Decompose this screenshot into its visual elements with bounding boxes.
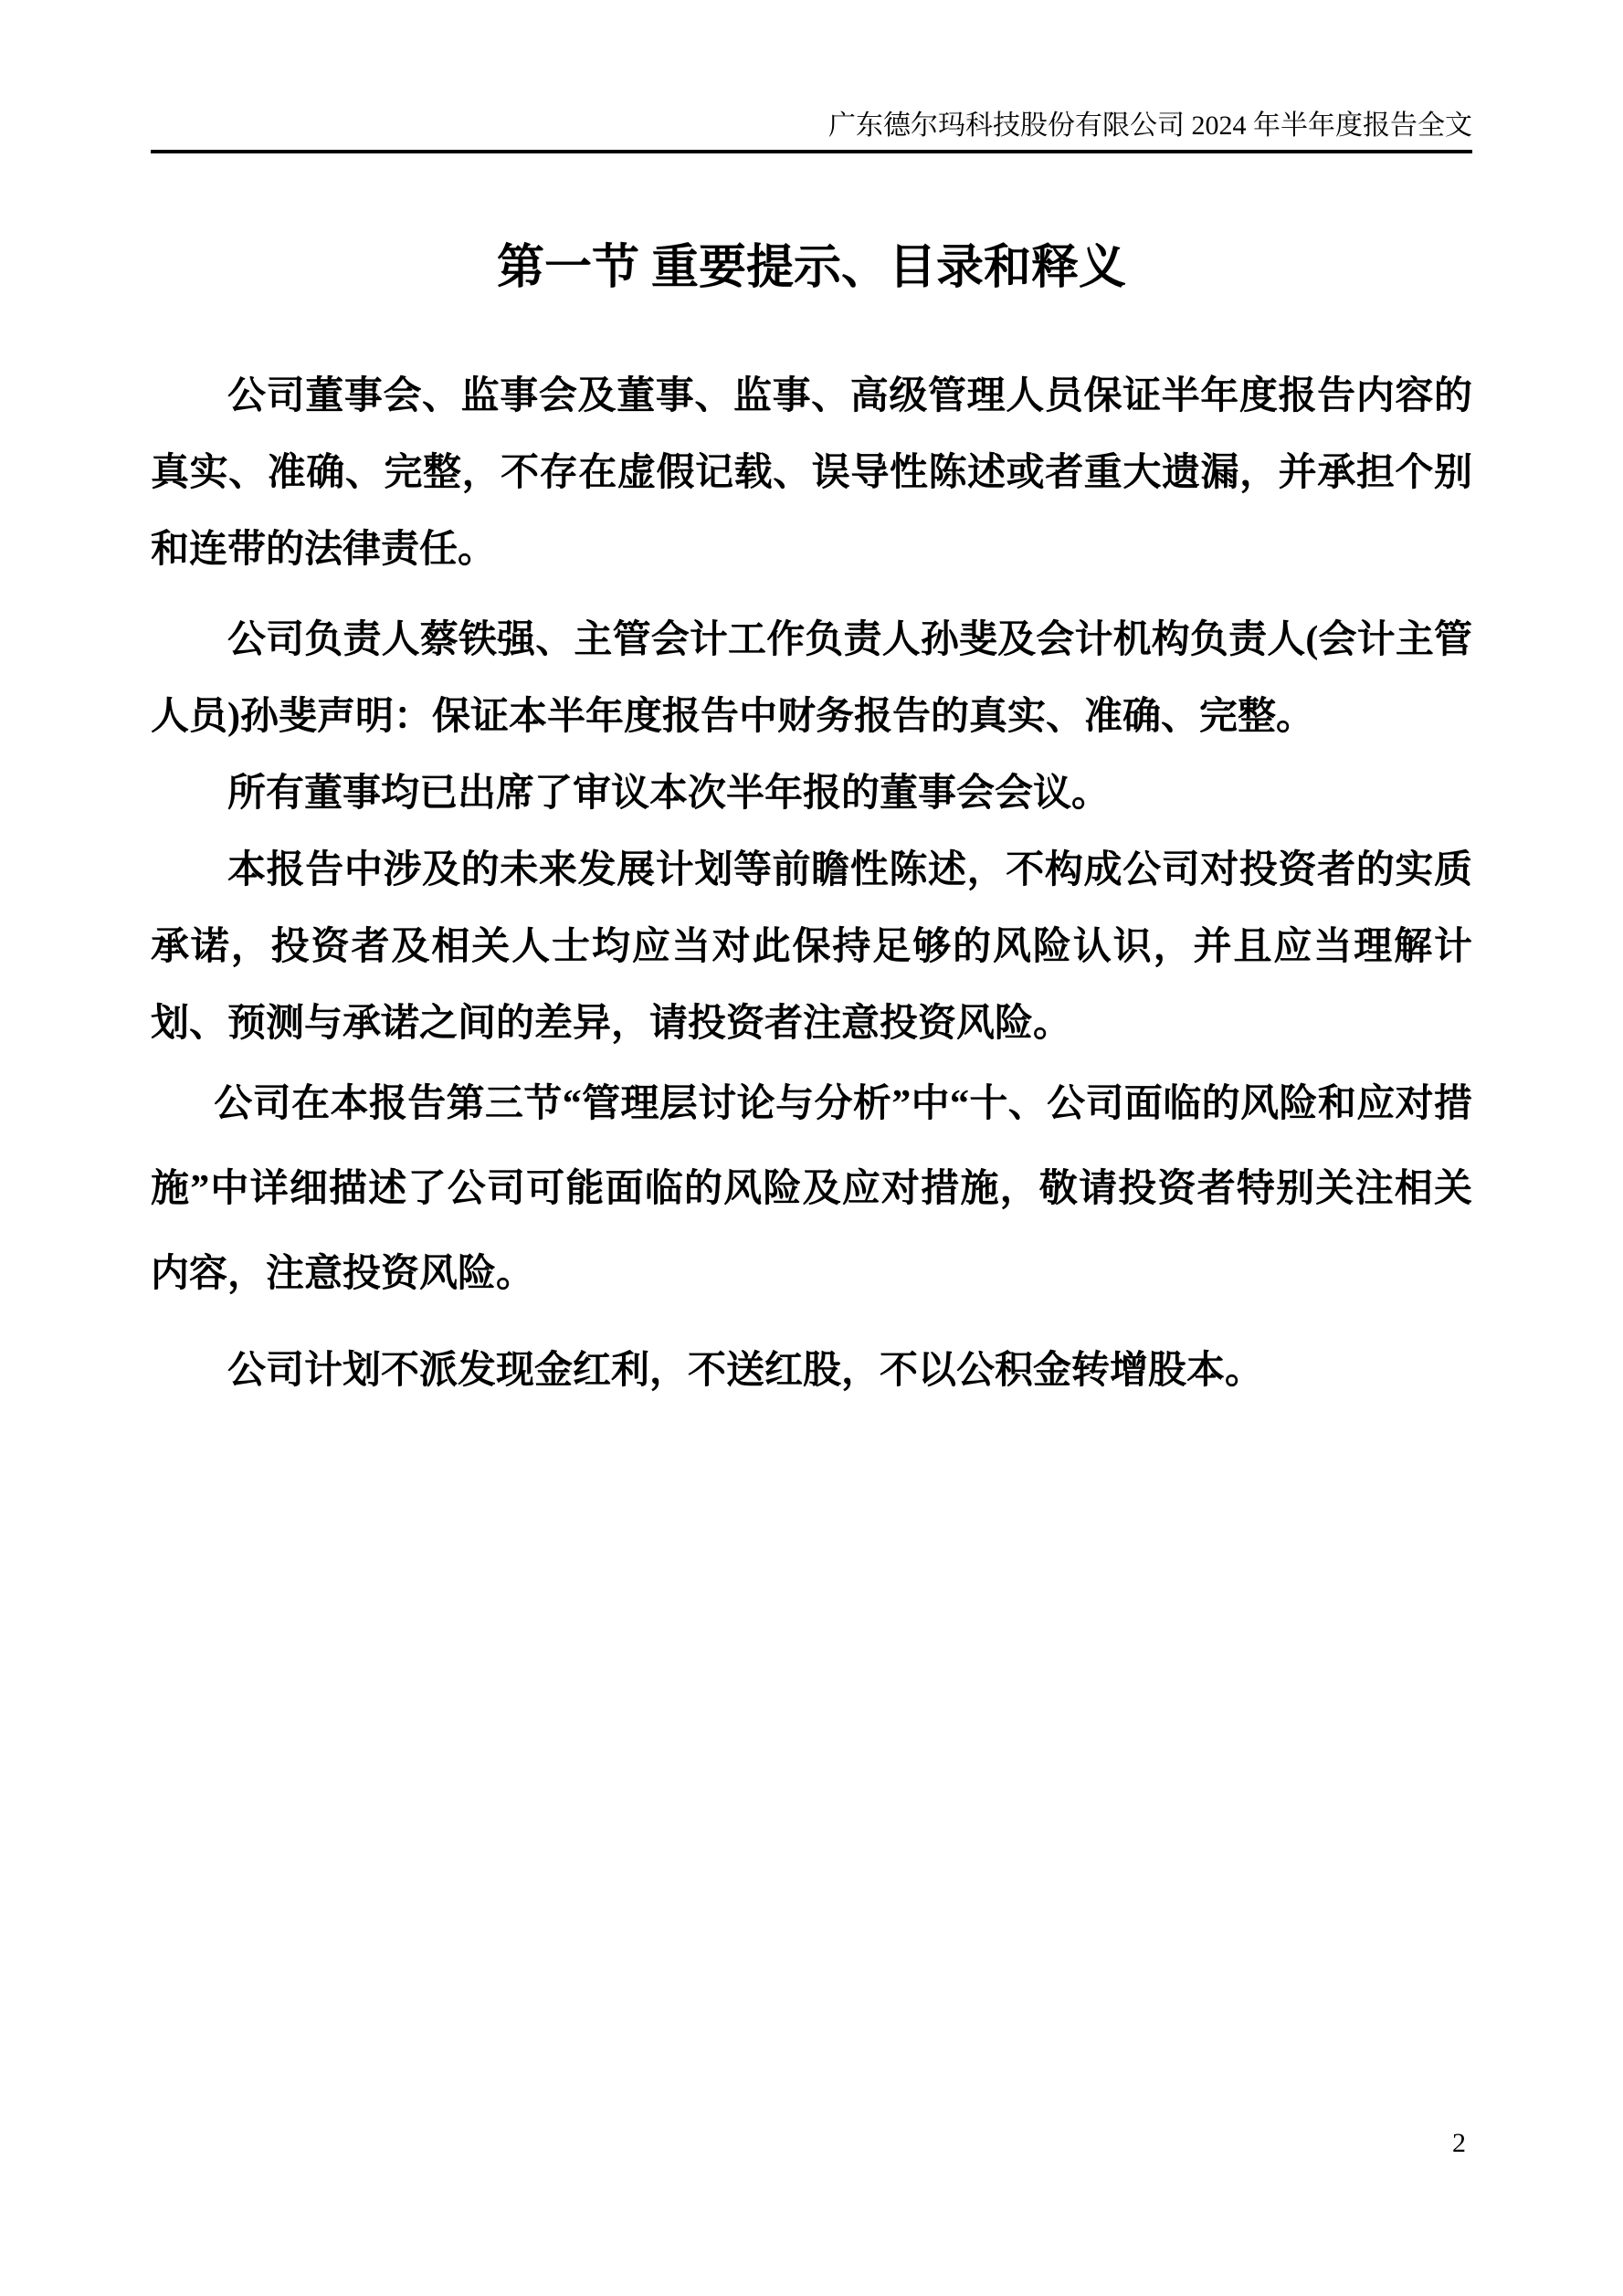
paragraph-risk-description: 公司在本报告第三节“管理层讨论与分析”中“十、公司面临的风险和应对措施”中详细描述了公司可能面临的风险及应对措施，敬请投资者特别关注相关内容，注意投资风险。 (151, 1083, 1472, 1295)
paragraph-responsible-persons: 公司负责人蔡铁强、主管会计工作负责人孙斐及会计机构负责人(会计主管人员)孙斐声明：保证本半年度报告中财务报告的真实、准确、完整。 (151, 619, 1472, 738)
page-header (151, 0, 1472, 153)
paragraph-dividend-plan: 公司计划不派发现金红利，不送红股，不以公积金转增股本。 (227, 1350, 1264, 1392)
paragraph-forward-looking-statement: 本报告中涉及的未来发展计划等前瞻性陈述，不构成公司对投资者的实质承诺，投资者及相关人士均应当对此保持足够的风险认识，并且应当理解计划、预测与承诺之间的差异，请投资者注意投资风险。 (151, 849, 1472, 1045)
paragraph-directors-attendance: 所有董事均已出席了审议本次半年报的董事会会议。 (227, 773, 1111, 815)
document-body (151, 358, 1472, 1409)
paragraph-board-statement: 公司董事会、监事会及董事、监事、高级管理人员保证半年度报告内容的真实、准确、完整，不存在虚假记载、误导性陈述或者重大遗漏，并承担个别和连带的法律责任。 (151, 375, 1472, 571)
header-title: 广东德尔玛科技股份有限公司 2024 年半年度报告全文 (828, 111, 1472, 141)
section-title: 第一节 重要提示、目录和释义 (496, 242, 1126, 294)
page-number: 2 (1452, 2128, 1466, 2158)
